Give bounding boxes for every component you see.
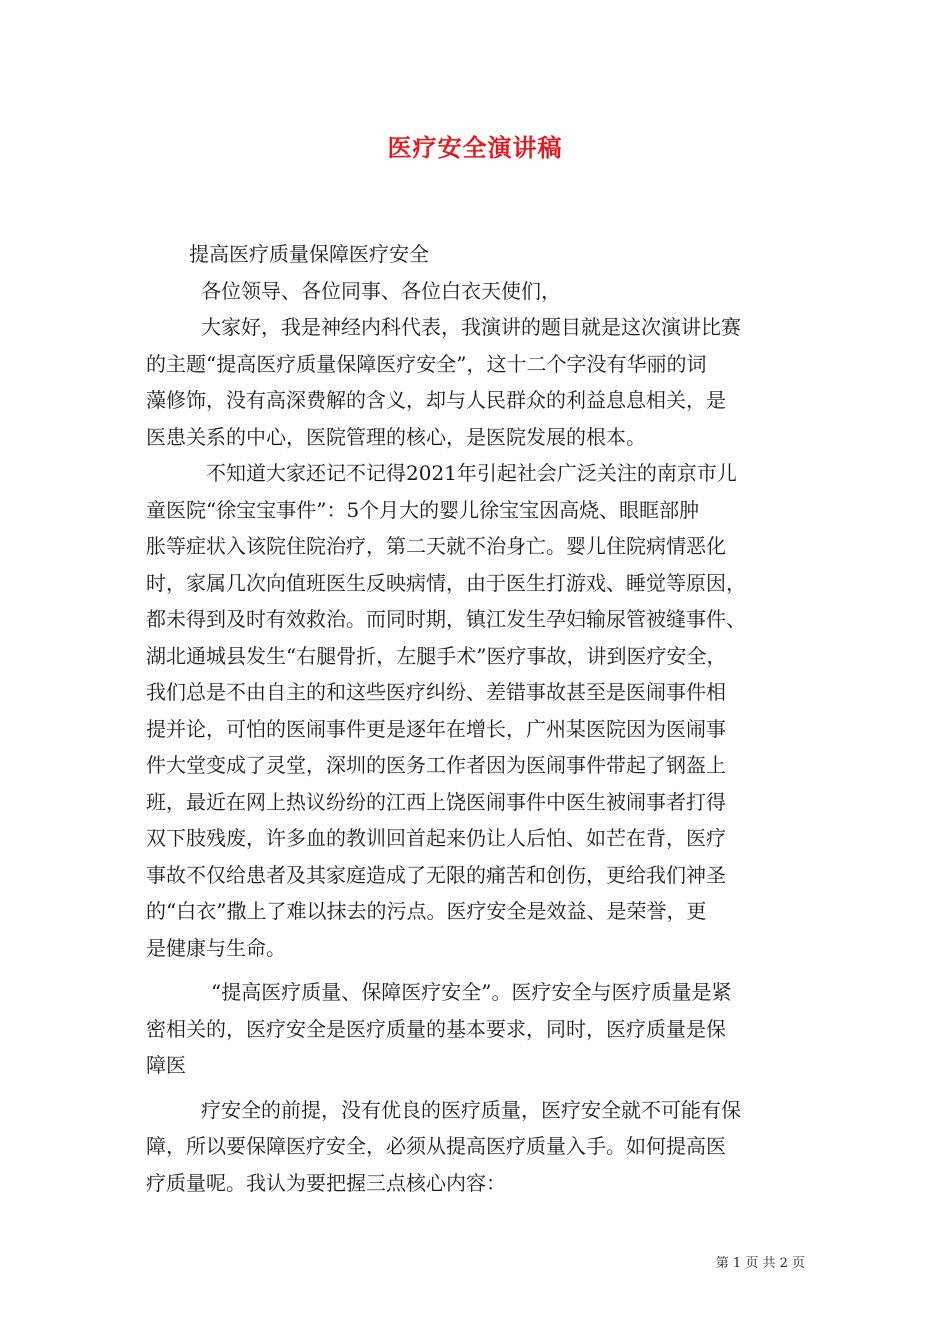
document-title: 医疗安全演讲稿 (387, 133, 563, 162)
paragraph-line: 时，家属几次向值班医生反映病情，由于医生打游戏、睡觉等原因， (146, 570, 746, 595)
paragraph-3 (146, 974, 806, 1084)
paragraph-line: 胀等症状入该院住院治疗，第二天就不治身亡。婴儿住院病情恶化 (146, 534, 726, 558)
paragraph-4 (146, 1092, 806, 1202)
paragraph-line: 障，所以要保障医疗安全，必须从提高医疗质量入手。如何提高医 (146, 1134, 726, 1158)
paragraph-line: 疗安全的前提，没有优良的医疗质量，医疗安全就不可能有保 (201, 1097, 741, 1122)
paragraph-line: 的主题“提高医疗质量保障医疗安全”，这十二个字没有华丽的词 (146, 351, 707, 376)
subtitle: 提高医疗质量保障医疗安全 (189, 242, 429, 266)
page-number: 第 1 页 共 2 页 (715, 1256, 805, 1271)
paragraph-line: 医患关系的中心，医院管理的核心，是医院发展的根本。 (146, 424, 646, 449)
paragraph-line: 疗质量呢。我认为要把握三点核心内容： (146, 1170, 506, 1195)
paragraph-line: 的“白衣”撒上了难以抹去的污点。医疗安全是效益、是荣誉，更 (146, 899, 707, 923)
paragraph-line: 提并论，可怕的医闹事件更是逐年在增长，广州某医院因为医闹事 (146, 716, 726, 741)
paragraph-line: 班，最近在网上热议纷纷的江西上饶医闹事件中医生被闹事者打得 (146, 789, 726, 814)
paragraph-line: 是健康与生命。 (146, 935, 286, 960)
paragraph-2 (146, 455, 806, 966)
paragraph-line: 我们总是不由自主的和这些医疗纠纷、差错事故甚至是医闹事件相 (146, 680, 726, 704)
paragraph-line: 童医院“徐宝宝事件”：5个月大的婴儿徐宝宝因高烧、眼眶部肿 (146, 497, 700, 522)
paragraph-line: 密相关的，医疗安全是医疗质量的基本要求，同时，医疗质量是保 (146, 1016, 726, 1041)
paragraph-line: 事故不仅给患者及其家庭造成了无限的痛苦和创伤，更给我们神圣 (146, 862, 726, 887)
paragraph-line: 都未得到及时有效救治。而同时期，镇江发生孕妇输尿管被缝事件、 (146, 607, 746, 631)
document-body (146, 236, 806, 1201)
paragraph-line: 湖北通城县发生“右腿骨折，左腿手术”医疗事故，讲到医疗安全， (146, 643, 727, 668)
greeting: 各位领导、各位同事、各位白衣天使们， (201, 278, 561, 303)
paragraph-line: 双下肢残废，许多血的教训回首起来仍让人后怕、如芒在背，医疗 (146, 826, 726, 850)
paragraph-line: 障医 (146, 1053, 186, 1077)
paragraph-line: 不知道大家还记不记得2021年引起社会广泛关注的南京市儿 (206, 461, 737, 485)
paragraph-line: 大家好，我是神经内科代表，我演讲的题目就是这次演讲比赛 (201, 315, 741, 339)
paragraph-line: “提高医疗质量、保障医疗安全”。医疗安全与医疗质量是紧 (211, 980, 732, 1004)
paragraph-1 (146, 309, 806, 455)
paragraph-line: 件大堂变成了灵堂，深圳的医务工作者因为医闹事件带起了钢盔上 (146, 753, 726, 777)
paragraph-line: 藻修饰，没有高深费解的含义，却与人民群众的利益息息相关，是 (146, 388, 726, 412)
